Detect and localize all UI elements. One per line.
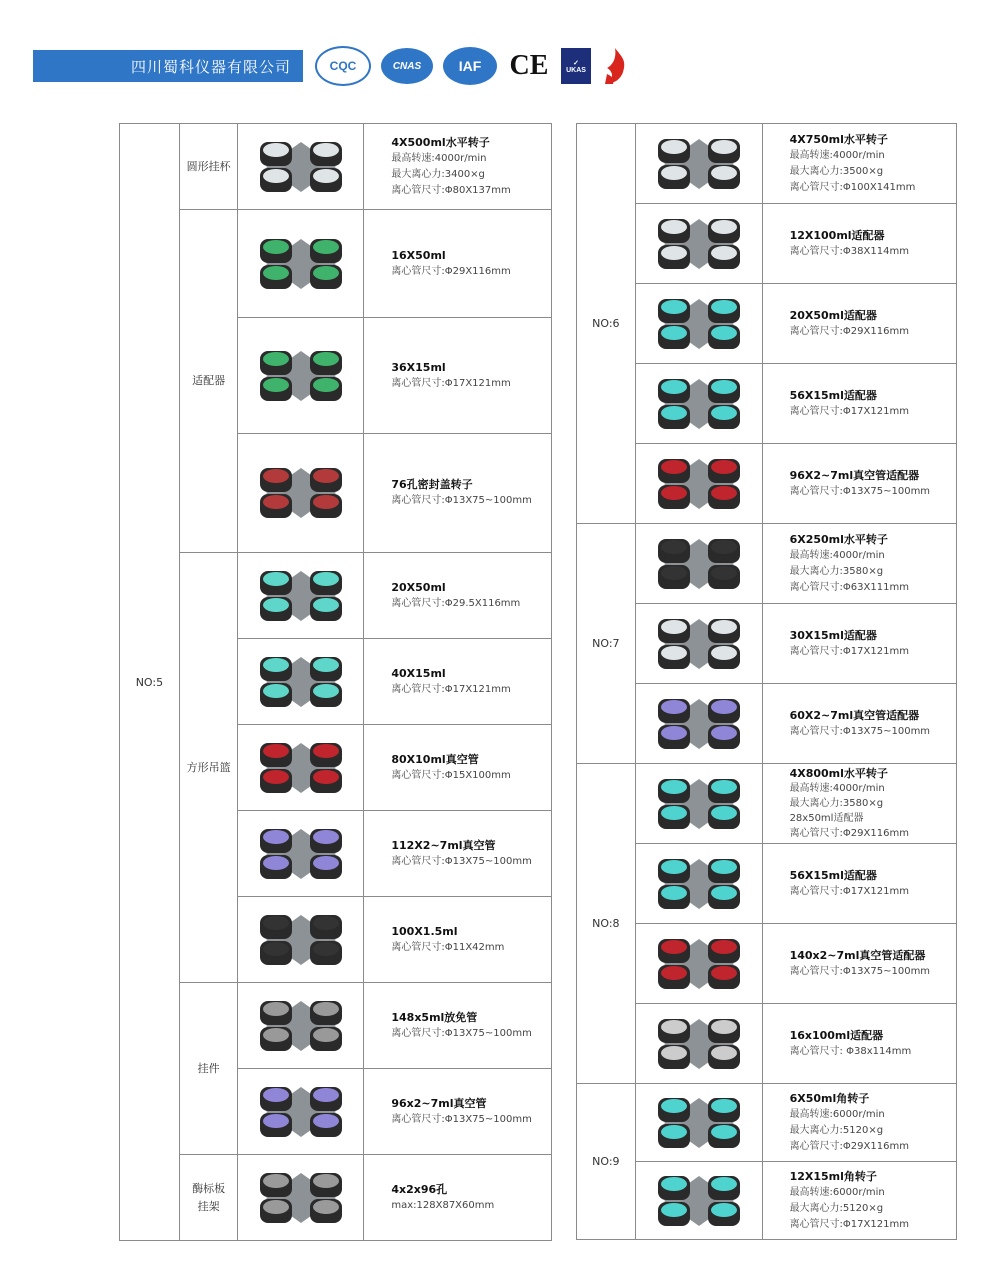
category-adapter: 适配器 [179, 210, 238, 553]
product-image [635, 524, 762, 604]
product-image [238, 210, 364, 318]
product-spec: 140x2~7ml真空管适配器 离心管尺寸:Φ13X75~100mm [762, 924, 956, 1004]
model-label-no7: NO:7 [577, 524, 636, 764]
product-spec: 56X15ml适配器 离心管尺寸:Φ17X121mm [762, 364, 956, 444]
rotor-illustration-icon [644, 369, 754, 439]
rotor-illustration-icon [246, 458, 356, 528]
rotor-illustration-icon [644, 929, 754, 999]
product-spec: 16x100ml适配器 离心管尺寸: Φ38x114mm [762, 1004, 956, 1084]
table-row [577, 1084, 957, 1162]
product-spec: 56X15ml适配器 离心管尺寸:Φ17X121mm [762, 844, 956, 924]
table-row [577, 764, 957, 844]
product-spec: 6X50ml角转子 最高转速:6000r/min 最大离心力:5120×g 离心管尺寸:Φ29X116mm [762, 1084, 956, 1162]
rotor-illustration-icon [644, 609, 754, 679]
iaf-logo-icon: IAF [443, 47, 497, 85]
product-image [238, 639, 364, 725]
product-spec: 60X2~7ml真空管适配器 离心管尺寸:Φ13X75~100mm [762, 684, 956, 764]
product-image [238, 124, 364, 210]
certification-logos [315, 44, 631, 88]
product-image [238, 1069, 364, 1155]
product-image [635, 204, 762, 284]
product-image [635, 364, 762, 444]
rotor-illustration-icon [644, 1009, 754, 1079]
rotor-illustration-icon [644, 1166, 754, 1236]
product-image [238, 811, 364, 897]
rotor-illustration-icon [644, 129, 754, 199]
cqc-logo-icon: CQC [315, 46, 371, 86]
company-banner [33, 50, 303, 82]
product-image [635, 1004, 762, 1084]
rotor-illustration-icon [644, 289, 754, 359]
category-plate [179, 1155, 238, 1241]
category-square: 方形吊篮 [179, 553, 238, 983]
product-spec: 30X15ml适配器 离心管尺寸:Φ17X121mm [762, 604, 956, 684]
rotor-illustration-icon [246, 132, 356, 202]
category-round: 圆形挂杯 [179, 124, 238, 210]
product-image [238, 434, 364, 553]
rotor-illustration-icon [644, 689, 754, 759]
rotor-illustration-icon [644, 849, 754, 919]
product-image [635, 1162, 762, 1240]
rotor-illustration-icon [246, 905, 356, 975]
product-image [635, 684, 762, 764]
ce-mark-icon: CE [509, 50, 549, 81]
product-spec: 12X100ml适配器 离心管尺寸:Φ38X114mm [762, 204, 956, 284]
product-spec: 80X10ml真空管 离心管尺寸:Φ15X100mm [364, 725, 552, 811]
product-spec: 20X50ml 离心管尺寸:Φ29.5X116mm [364, 553, 552, 639]
product-image [635, 764, 762, 844]
left-spec-table [119, 123, 552, 1241]
table-row [120, 553, 552, 639]
product-image [635, 844, 762, 924]
product-image [635, 444, 762, 524]
product-image [238, 1155, 364, 1241]
rotor-illustration-icon [246, 561, 356, 631]
right-spec-table [576, 123, 957, 1240]
product-spec: 96x2~7ml真空管 离心管尺寸:Φ13X75~100mm [364, 1069, 552, 1155]
product-spec: 4X750ml水平转子 最高转速:4000r/min 最大离心力:3500×g 离心管尺寸:Φ100X141mm [762, 124, 956, 204]
product-image [238, 897, 364, 983]
rotor-illustration-icon [246, 1163, 356, 1233]
product-image [635, 924, 762, 1004]
rotor-illustration-icon [246, 647, 356, 717]
ukas-logo-icon: ✓ UKAS [561, 48, 591, 84]
product-spec: 40X15ml 离心管尺寸:Φ17X121mm [364, 639, 552, 725]
category-hanger: 挂件 [179, 983, 238, 1155]
table-row [120, 124, 552, 210]
product-spec: 16X50ml 离心管尺寸:Φ29X116mm [364, 210, 552, 318]
rotor-illustration-icon [246, 819, 356, 889]
product-image [238, 318, 364, 434]
product-spec: 96X2~7ml真空管适配器 离心管尺寸:Φ13X75~100mm [762, 444, 956, 524]
rotor-illustration-icon [246, 1077, 356, 1147]
table-row [120, 983, 552, 1069]
product-image [635, 1084, 762, 1162]
rotor-illustration-icon [644, 209, 754, 279]
product-image [238, 553, 364, 639]
product-spec: 148x5ml放免管 离心管尺寸:Φ13X75~100mm [364, 983, 552, 1069]
category-plate-line2: 挂架 [197, 1199, 220, 1213]
product-spec: 12X15ml角转子 最高转速:6000r/min 最大离心力:5120×g 离心管尺寸:Φ17X121mm [762, 1162, 956, 1240]
rotor-illustration-icon [644, 529, 754, 599]
product-image [635, 124, 762, 204]
product-spec: 4X500ml水平转子 最高转速:4000r/min 最大离心力:3400×g 离心管尺寸:Φ80X137mm [364, 124, 552, 210]
rotor-illustration-icon [246, 733, 356, 803]
rotor-illustration-icon [644, 449, 754, 519]
product-image [635, 604, 762, 684]
cnas-logo-icon: CNAS [381, 48, 433, 84]
company-name: 四川蜀科仪器有限公司 [130, 57, 291, 76]
product-spec: 20X50ml适配器 离心管尺寸:Φ29X116mm [762, 284, 956, 364]
model-label-no6: NO:6 [577, 124, 636, 524]
product-spec: 76孔密封盖转子 离心管尺寸:Φ13X75~100mm [364, 434, 552, 553]
product-image [635, 284, 762, 364]
product-spec: 6X250ml水平转子 最高转速:4000r/min 最大离心力:3580×g 离心管尺寸:Φ63X111mm [762, 524, 956, 604]
product-spec: 112X2~7ml真空管 离心管尺寸:Φ13X75~100mm [364, 811, 552, 897]
table-row [577, 524, 957, 604]
model-label-no5: NO:5 [120, 124, 180, 1241]
table-row [577, 124, 957, 204]
rotor-illustration-icon [644, 1088, 754, 1158]
model-label-no9: NO:9 [577, 1084, 636, 1240]
model-label-no8: NO:8 [577, 764, 636, 1084]
rotor-illustration-icon [246, 229, 356, 299]
rotor-illustration-icon [246, 341, 356, 411]
product-image [238, 983, 364, 1069]
rotor-illustration-icon [644, 769, 754, 839]
product-spec: 4x2x96孔 max:128X87X60mm [364, 1155, 552, 1241]
flame-logo-icon [601, 46, 631, 86]
product-image [238, 725, 364, 811]
rotor-illustration-icon [246, 991, 356, 1061]
category-plate-line1: 酶标板 [192, 1181, 226, 1195]
product-spec: 4X800ml水平转子 最高转速:4000r/min 最大离心力:3580×g 28x50ml适配器 离心管尺寸:Φ29X116mm [762, 764, 956, 844]
product-spec: 36X15ml 离心管尺寸:Φ17X121mm [364, 318, 552, 434]
product-spec: 100X1.5ml 离心管尺寸:Φ11X42mm [364, 897, 552, 983]
table-row [120, 210, 552, 318]
table-row [120, 1155, 552, 1241]
